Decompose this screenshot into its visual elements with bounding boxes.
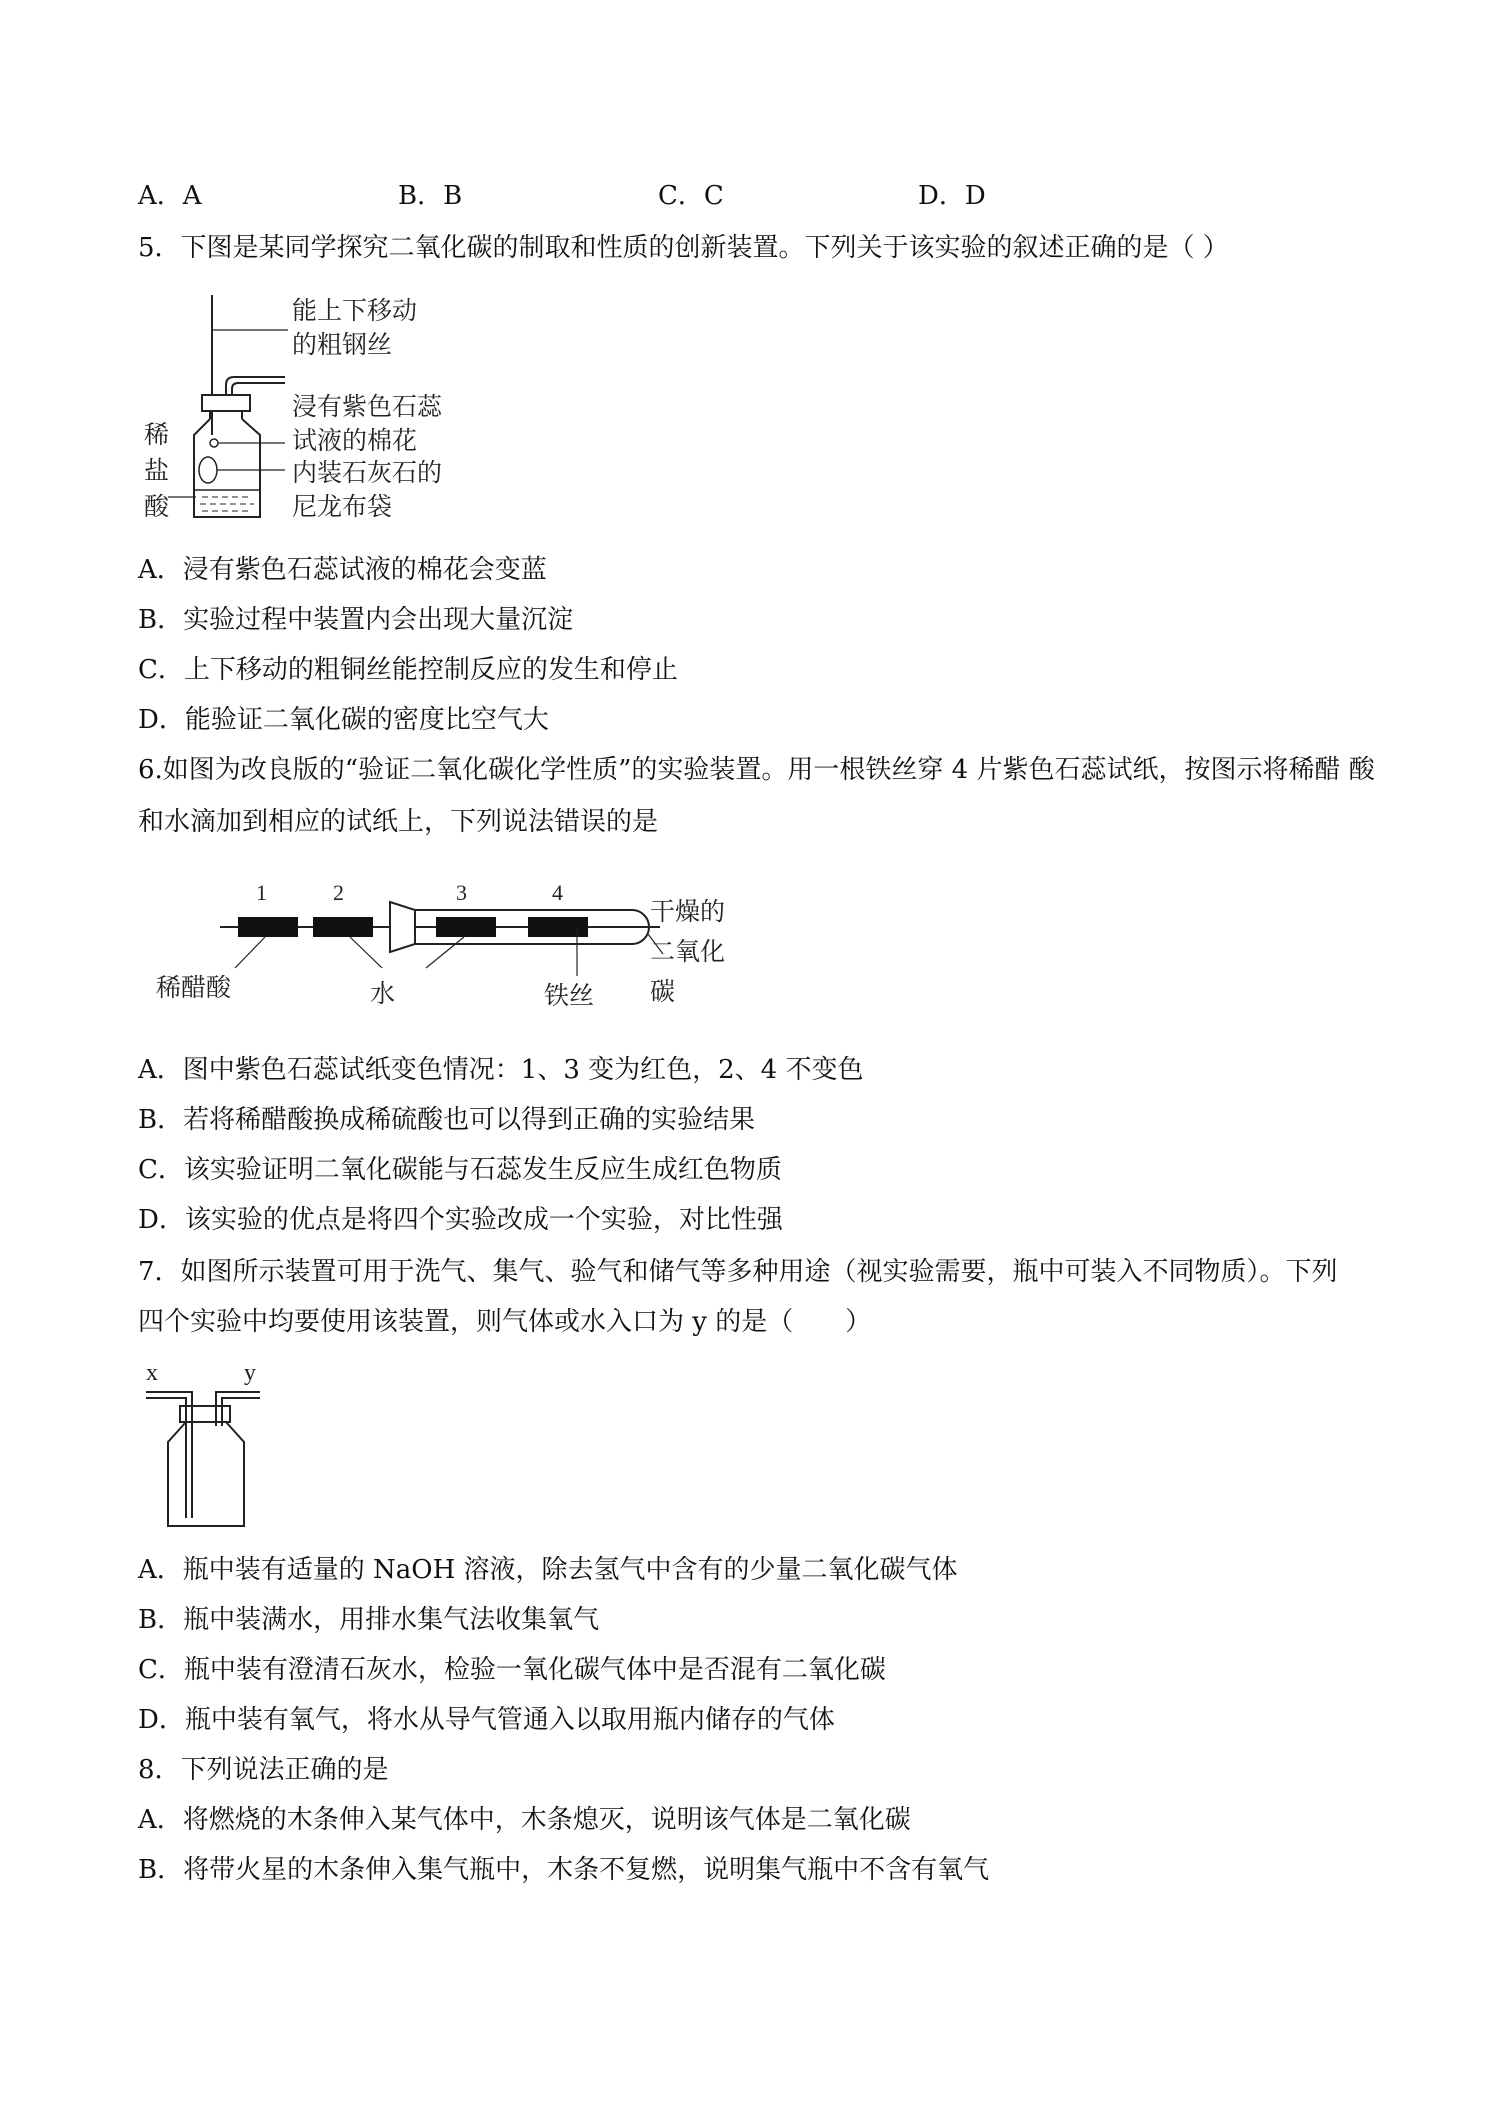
q6-number-3: 3 (456, 880, 467, 905)
q5-stem: 5．下图是某同学探究二氧化碳的制取和性质的创新装置。下列关于该实验的叙述正确的是（ ） (138, 233, 1229, 263)
q8-stem: 8．下列说法正确的是 (138, 1755, 389, 1785)
q8-option-b: B．将带火星的木条伸入集气瓶中，木条不复燃，说明集气瓶中不含有氧气 (138, 1855, 990, 1885)
q8-option-a: A．将燃烧的木条伸入某气体中，木条熄灭，说明该气体是二氧化碳 (138, 1805, 911, 1835)
q6-label-acetic-acid: 稀醋酸 (156, 973, 232, 1002)
q5-option-c: C．上下移动的粗铜丝能控制反应的发生和停止 (138, 655, 678, 685)
q4-option-b: B．B (398, 181, 463, 211)
q5-label-acid-3: 酸 (144, 492, 170, 521)
q6-number-4: 4 (552, 880, 563, 905)
q7-stem-line-2: 四个实验中均要使用该装置，则气体或水入口为 y 的是（ ） (138, 1307, 872, 1337)
q6-figure-iron-wire (140, 870, 760, 1010)
q4-option-d: D．D (918, 181, 986, 211)
q5-label-cotton-2: 试液的棉花 (292, 426, 418, 455)
q4-option-a: A．A (138, 181, 202, 211)
q7-option-c: C．瓶中装有澄清石灰水，检验一氧化碳气体中是否混有二氧化碳 (138, 1655, 886, 1685)
q5-label-bag-1: 内装石灰石的 (292, 458, 443, 487)
q7-option-d: D．瓶中装有氧气，将水从导气管通入以取用瓶内储存的气体 (138, 1705, 835, 1735)
q6-label-co2-3: 碳 (650, 977, 676, 1006)
q6-label-iron-wire: 铁丝 (544, 981, 595, 1010)
q6-option-a: A．图中紫色石蕊试纸变色情况：1、3 变为红色，2、4 不变色 (138, 1055, 864, 1085)
q5-figure-apparatus (140, 285, 480, 525)
q5-option-d: D．能验证二氧化碳的密度比空气大 (138, 705, 549, 735)
q6-number-2: 2 (333, 880, 344, 905)
q6-stem-line-1: 6.如图为改良版的“验证二氧化碳化学性质”的实验装置。用一根铁丝穿 4 片紫色石蕊试纸，按图示将稀醋 酸 (138, 755, 1375, 785)
q6-stem-line-2: 和水滴加到相应的试纸上，下列说法错误的是 (138, 807, 659, 837)
q6-label-co2-1: 干燥的 (650, 897, 726, 926)
q7-label-y: y (244, 1360, 256, 1386)
q5-label-wire-1: 能上下移动 (292, 296, 418, 325)
q6-option-b: B．若将稀醋酸换成稀硫酸也可以得到正确的实验结果 (138, 1105, 756, 1135)
q7-option-b: B．瓶中装满水，用排水集气法收集氧气 (138, 1605, 600, 1635)
q6-label-co2-2: 二氧化 (650, 937, 726, 966)
q4-option-c: C．C (658, 181, 724, 211)
q7-label-x: x (146, 1360, 158, 1386)
q5-label-acid-1: 稀 (144, 420, 170, 449)
q5-option-a: A．浸有紫色石蕊试液的棉花会变蓝 (138, 555, 547, 585)
q5-label-wire-2: 的粗钢丝 (292, 330, 393, 359)
q7-option-a: A．瓶中装有适量的 NaOH 溶液，除去氢气中含有的少量二氧化碳气体 (138, 1555, 958, 1585)
q6-option-d: D．该实验的优点是将四个实验改成一个实验，对比性强 (138, 1205, 783, 1235)
q5-label-bag-2: 尼龙布袋 (292, 492, 393, 521)
q6-option-c: C．该实验证明二氧化碳能与石蕊发生反应生成红色物质 (138, 1155, 782, 1185)
q5-label-acid-2: 盐 (144, 456, 170, 485)
q7-stem-line-1: 7．如图所示装置可用于洗气、集气、验气和储气等多种用途（视实验需要，瓶中可装入不同物质）。下列 (138, 1257, 1338, 1287)
q6-number-1: 1 (256, 880, 267, 905)
q7-figure-gas-bottle (140, 1350, 280, 1530)
q6-label-water: 水 (370, 979, 396, 1008)
q5-option-b: B．实验过程中装置内会出现大量沉淀 (138, 605, 574, 635)
q5-label-cotton-1: 浸有紫色石蕊 (292, 392, 443, 421)
